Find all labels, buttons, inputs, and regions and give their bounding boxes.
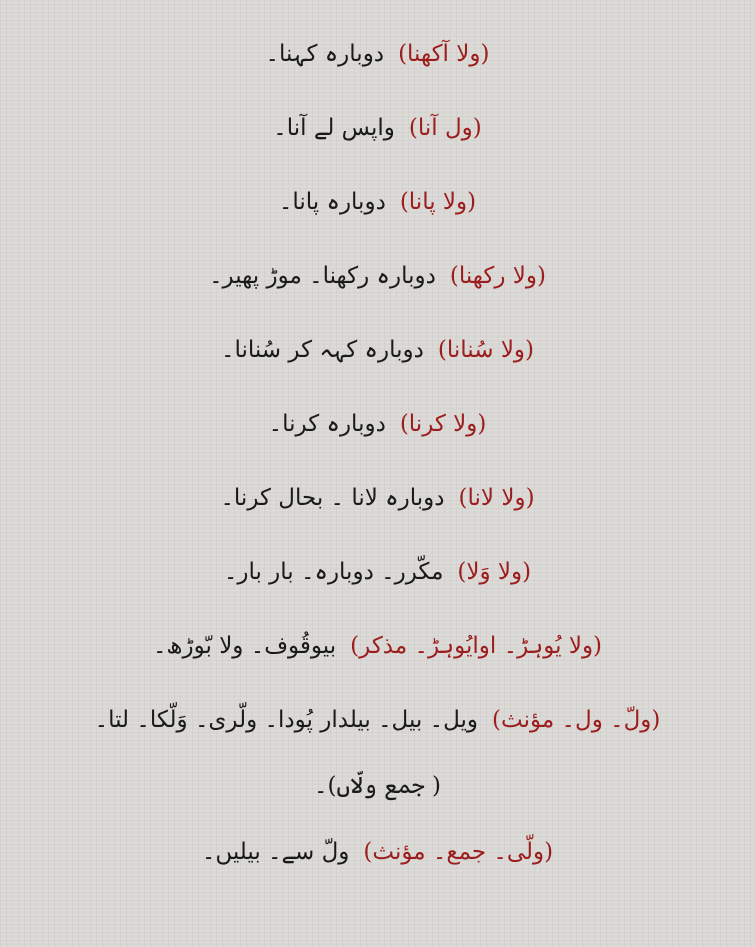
- entry-meaning: بیوقُوف۔ ولا بّوڑھ۔: [152, 633, 337, 659]
- entry-term: (ولا یُوہڑ۔ اوایُوہڑ۔ مذکر): [350, 633, 603, 659]
- entry-term: (ول آنا): [408, 115, 482, 141]
- entry-8: [0, 548, 755, 596]
- entry-meaning: دوبارہ رکھنا۔ موڑ پھیر۔: [209, 263, 436, 289]
- entry-4: [0, 252, 755, 300]
- entry-meaning: واپس لے آنا۔: [273, 115, 395, 141]
- entry-meaning: ولّ سے۔ بیلیں۔: [201, 839, 350, 865]
- entry-term: (ولا آکھنا): [398, 41, 490, 67]
- entry-1: [0, 30, 755, 78]
- entry-7: [0, 474, 755, 522]
- entry-term: (ولّی۔ جمع۔ مؤنث): [363, 839, 554, 865]
- entry-meaning: دوبارہ کہہ کر سُنانا۔: [220, 337, 424, 363]
- entry-5: [0, 326, 755, 374]
- entry-meaning: ( جمع ولّاں)۔: [314, 773, 441, 799]
- entry-term: (ولّ۔ ول۔ مؤنث): [492, 707, 661, 733]
- entry-meaning: ویل۔ بیل۔ بیلدار پُودا۔ ولّری۔ وَلّکا۔ لتا۔: [94, 707, 479, 733]
- entry-term: (ولا رکھنا): [449, 263, 546, 289]
- entry-11: [0, 828, 755, 876]
- entry-term: (ولا وَلا): [457, 559, 532, 585]
- entry-10: [0, 696, 755, 744]
- entry-term: (ولا کرنا): [399, 411, 487, 437]
- entry-9: [0, 622, 755, 670]
- entry-meaning: دوبارہ لانا ۔ بحال کرنا۔: [220, 485, 445, 511]
- entry-10-continuation: [0, 762, 755, 810]
- entry-term: (ولا پانا): [399, 189, 477, 215]
- entry-meaning: دوبارہ پانا۔: [278, 189, 386, 215]
- entry-term: (ولا لانا): [458, 485, 535, 511]
- entry-meaning: مکّرر۔ دوبارہ۔ بار بار۔: [223, 559, 444, 585]
- entry-3: [0, 178, 755, 226]
- entry-2: [0, 104, 755, 152]
- entry-meaning: دوبارہ کہنا۔: [265, 41, 385, 67]
- entry-term: (ولا سُنانا): [437, 337, 535, 363]
- entry-6: [0, 400, 755, 448]
- entry-meaning: دوبارہ کرنا۔: [268, 411, 386, 437]
